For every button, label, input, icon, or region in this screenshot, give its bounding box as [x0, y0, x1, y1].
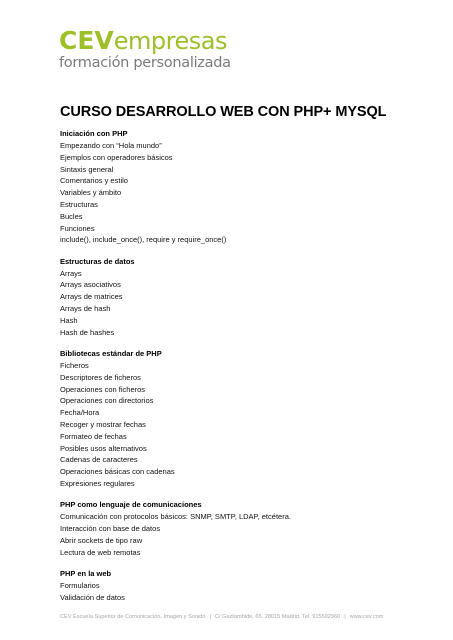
list-item: Recoger y mostrar fechas — [60, 419, 146, 429]
footer-separator: | — [344, 614, 346, 620]
list-item: Lectura de web remotas — [60, 547, 141, 557]
course-syllabus — [60, 128, 420, 613]
list-item: Abrir sockets de tipo raw — [60, 535, 143, 545]
section-title: Iniciación con PHP — [60, 129, 128, 138]
list-item: Arrays asociativos — [60, 280, 121, 290]
list-item: Operaciones con ficheros — [60, 384, 146, 394]
list-item: Sintaxis general — [60, 164, 114, 174]
logo-brand: CEV — [59, 26, 114, 55]
list-item: Fecha/Hora — [60, 408, 100, 418]
list-item: Cadenas de caracteres — [60, 455, 138, 465]
list-item: Hash de hashes — [60, 327, 115, 337]
section-title: PHP como lenguaje de comunicaciones — [60, 500, 202, 510]
page-footer — [60, 613, 383, 621]
list-item: Formularios — [60, 580, 100, 590]
list-item: Expresiones regulares — [60, 478, 135, 488]
footer-website[interactable]: www.cev.com — [349, 614, 384, 620]
list-item: Descriptores de ficheros — [60, 372, 141, 382]
list-item: Interacción con base de datos — [60, 524, 161, 534]
list-item: Arrays — [60, 268, 82, 278]
list-item: Formateo de fechas — [60, 431, 127, 441]
list-item: Ficheros — [60, 360, 89, 370]
list-item: Posibles usos alternativos — [60, 443, 147, 453]
document-title: CURSO DESARROLLO WEB CON PHP+ MYSQL — [60, 104, 387, 120]
list-item: Ejemplos con operadores básicos — [60, 152, 173, 162]
logo-wordmark — [59, 28, 227, 54]
section-item-list — [60, 268, 420, 339]
section-title: PHP en la web — [60, 568, 112, 578]
section-estructuras-de-datos — [60, 256, 420, 339]
section-item-list — [60, 140, 420, 246]
list-item: Operaciones básicas con cadenas — [60, 467, 175, 477]
section-item-list — [60, 360, 420, 490]
section-title: Estructuras de datos — [60, 256, 135, 266]
list-item: Empezando con “Hola mundo” — [60, 141, 162, 150]
list-item: Validación de datos — [60, 592, 125, 602]
section-item-list — [60, 511, 420, 558]
section-bibliotecas-estandar — [60, 348, 420, 490]
section-php-comunicaciones — [60, 499, 420, 558]
section-item-list — [60, 580, 420, 604]
list-item: Variables y ámbito — [60, 188, 122, 198]
section-iniciacion — [60, 128, 420, 246]
list-item: Operaciones con directorios — [60, 396, 154, 406]
list-item: Arrays de hash — [60, 304, 111, 314]
list-item: include(), include_once(), require y require_once() — [60, 235, 227, 245]
list-item: Hash — [60, 315, 78, 325]
list-item: Bucles — [60, 211, 83, 221]
footer-address: C/ Gaztambide, 65. 28015 Madrid. Tel. 915502960 — [214, 614, 341, 620]
list-item: Comunicación con protocolos básicos: SNMP, SMTP, LDAP, etcétera. — [60, 512, 291, 522]
logo-tagline: formación personalizada — [59, 55, 231, 71]
section-php-en-la-web — [60, 568, 420, 604]
list-item: Arrays de matrices — [60, 292, 123, 302]
footer-school: CEV Escuela Superior de Comunicación, Imagen y Sonido — [60, 614, 206, 620]
list-item: Estructuras — [60, 199, 98, 209]
footer-separator: | — [209, 614, 211, 620]
logo-word: empresas — [113, 27, 227, 55]
section-title: Bibliotecas estándar de PHP — [60, 348, 162, 358]
list-item: Comentarios y estilo — [60, 176, 128, 186]
list-item: Funciones — [60, 223, 95, 233]
cev-empresas-logo — [59, 28, 299, 78]
